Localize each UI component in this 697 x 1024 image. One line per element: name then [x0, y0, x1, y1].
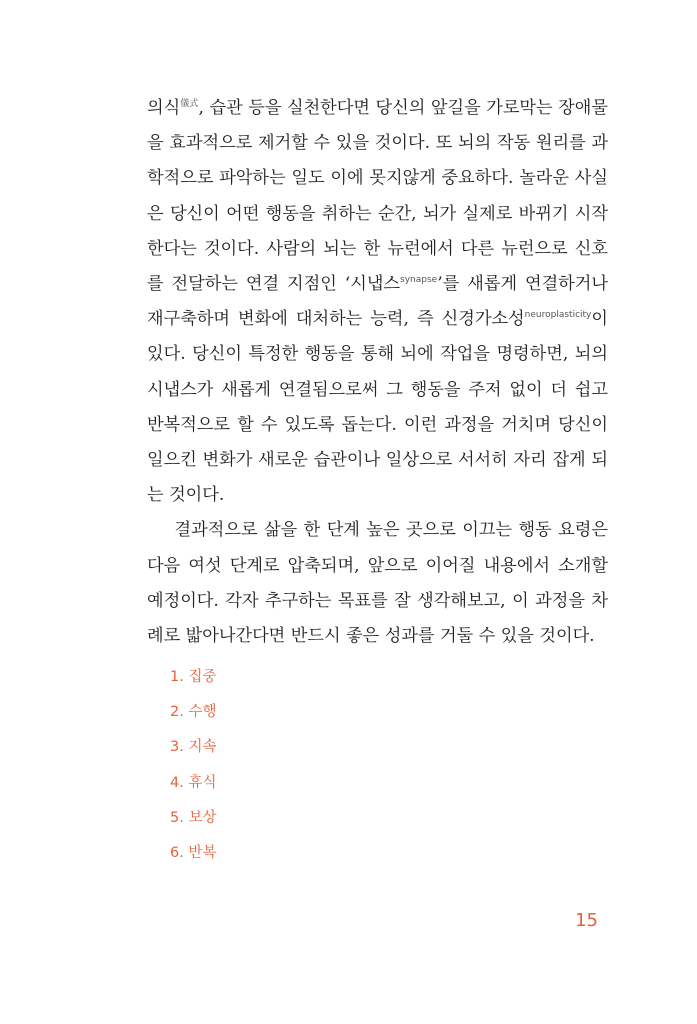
body-text	[147, 91, 608, 654]
steps-list	[170, 660, 216, 871]
page-number: 15	[575, 910, 598, 931]
neuroplasticity-annotation: neuroplasticity	[524, 310, 592, 321]
step-item-2: 2. 수행	[170, 704, 217, 721]
step-item-1: 1. 집중	[170, 669, 217, 685]
step-item-5: 5. 보상	[170, 809, 217, 826]
paragraph-2: 결과적으로 삶을 한 단계 높은 곳으로 이끄는 행동 요령은 다음 여섯 단계로 압축되며, 앞으로 이어질 내용에서 소개할 예정이다. 각자 추구하는 목표를 잘 생각해보고, 이 과정을 차례로 밟아나간다면 반드시 좋은 성과를 거둘 수 있을 것이다.	[147, 520, 608, 647]
paragraph-1-part-3: ’를 새롭게 연결하거나 재구축하며 변화에 대처하는 능력, 즉 신경가소성	[147, 274, 608, 330]
paragraph-1-part-2: , 습관 등을 실천한다면 당신의 앞길을 가로막는 장애물을 효과적으로 제거할 수 있을 것이다. 또 뇌의 작동 원리를 과학적으로 파악하는 일도 이에 못지않게 중요하다. 놀라운 사실은 당신이 어떤 행동을 취하는 순간, 뇌가 실제로 바뀌기 시작한다는 것이다. 사람의 뇌는 한 뉴런에서 다른 뉴런으로 신호를 전달하는 연결 지점인 ‘시냅스	[147, 98, 608, 295]
paragraph-1-part-1: 의식	[147, 98, 181, 118]
hanja-annotation: 儀式	[180, 99, 199, 109]
paragraph-1	[147, 91, 608, 513]
step-item-4: 4. 휴식	[170, 774, 217, 791]
step-item-3: 3. 지속	[170, 739, 217, 756]
synapse-annotation: synapse	[400, 275, 438, 286]
step-item-6: 6. 반복	[170, 844, 217, 861]
paragraph-1-part-4: 이 있다. 당신이 특정한 행동을 통해 뇌에 작업을 명령하면, 뇌의 시냅스가 새롭게 연결됨으로써 그 행동을 주저 없이 더 쉽고 반복적으로 할 수 있도록 돕는다. 이런 과정을 거치며 당신이 일으킨 변화가 새로운 습관이나 일상으로 서서히 자리 잡게 되는 것이다.	[147, 309, 608, 506]
